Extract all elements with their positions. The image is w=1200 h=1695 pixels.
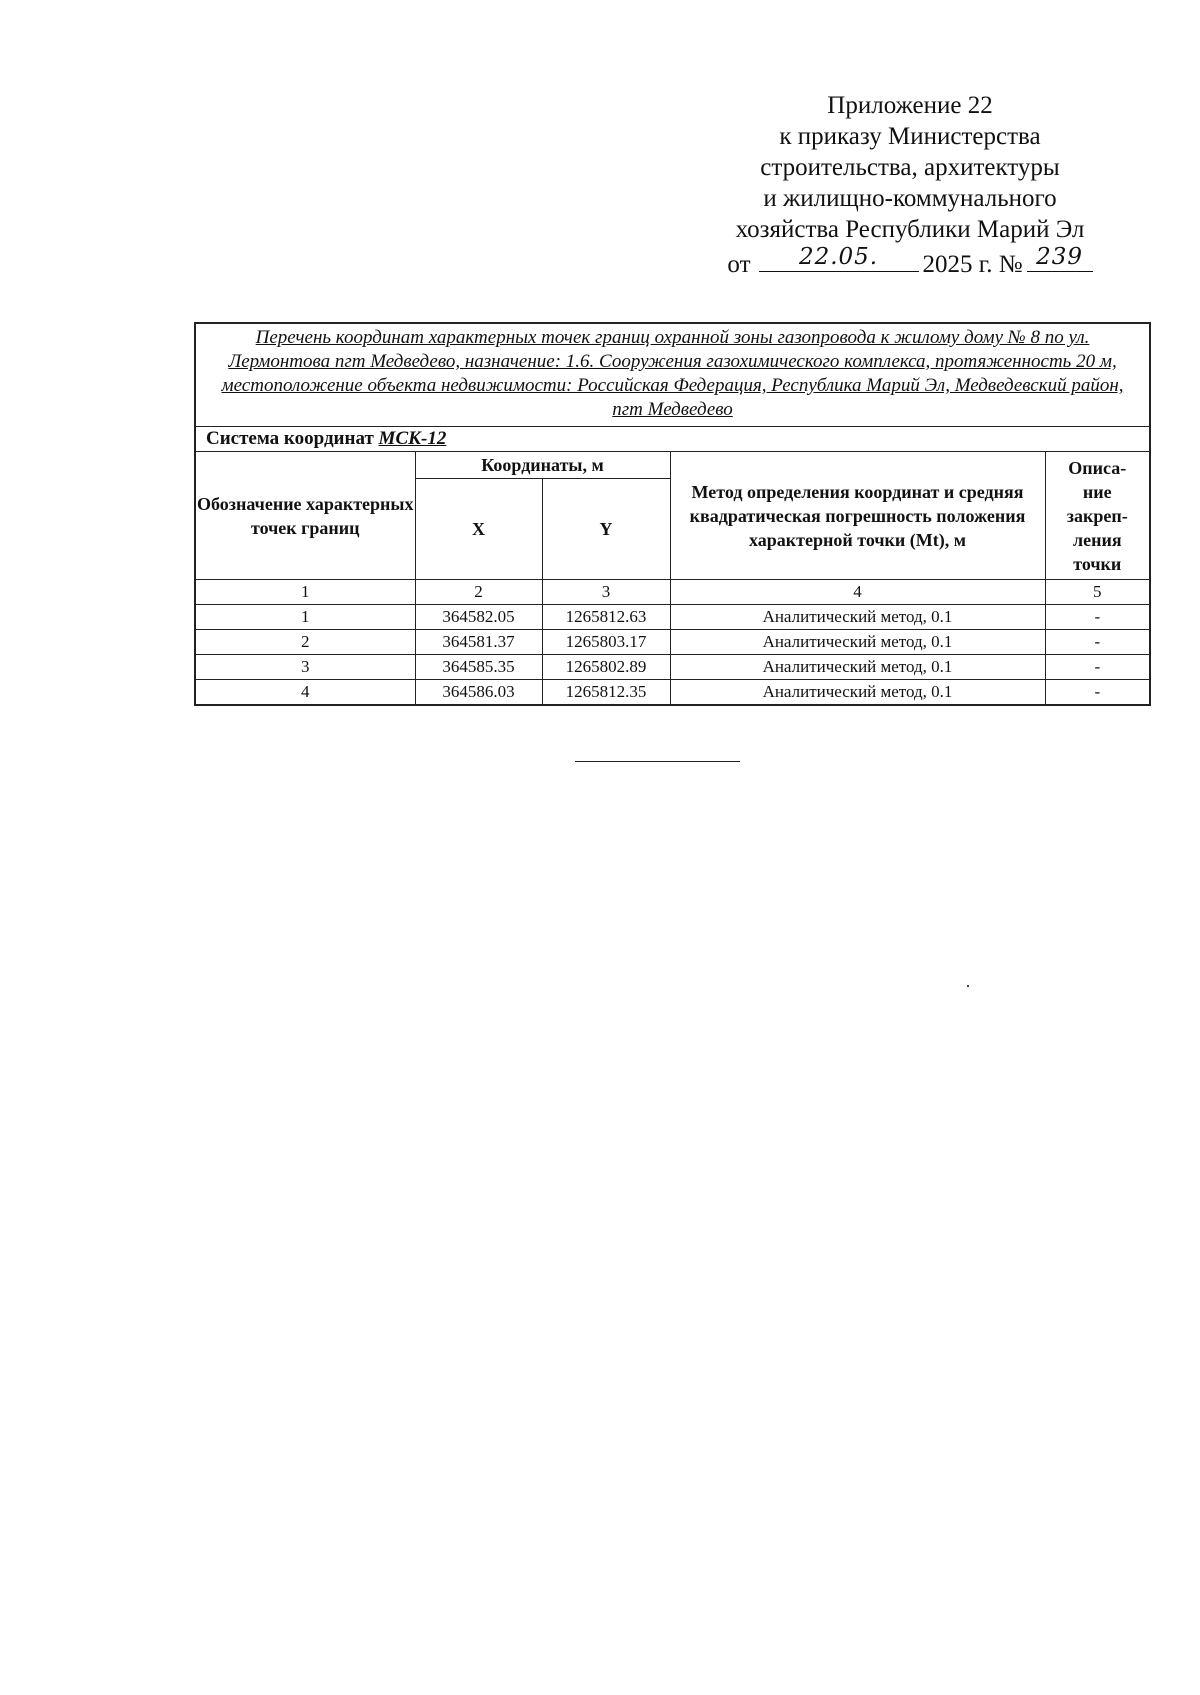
description-cell: - (1045, 655, 1150, 680)
handwritten-date: 22.05. (798, 244, 879, 270)
header-row-1 (195, 452, 1150, 479)
appendix-ministry-line-2: и жилищно-коммунального (763, 185, 1057, 212)
method-cell: Аналитический метод, 0.1 (670, 605, 1045, 630)
appendix-ministry-line: строительства, архитектуры (760, 154, 1060, 181)
x-cell: 364585.35 (415, 655, 542, 680)
header-x: X (415, 479, 542, 580)
table-caption-cell (195, 323, 1150, 427)
appendix-ministry-line-3: хозяйства Республики Марий Эл (735, 216, 1085, 243)
caption-row (195, 323, 1150, 427)
method-cell: Аналитический метод, 0.1 (670, 680, 1045, 706)
system-row (195, 427, 1150, 452)
table-caption: Перечень координат характерных точек границ охранной зоны газопровода к жилому дому № 8 по ул. Лермонтова пгт Медведево, назначение: 1.6. Сооружения газохимического комплекса, протяженность 20 м, местоположение объекта недвижимости: Российская Федерация, Республика Марий Эл, Медведевский район, пгт Медведево (221, 327, 1124, 420)
date-blank (759, 245, 919, 272)
x-cell: 364582.05 (415, 605, 542, 630)
header-point: Обозначение характерных точек границ (195, 452, 415, 580)
method-cell: Аналитический метод, 0.1 (670, 655, 1045, 680)
header-method: Метод определения координат и средняя квадратическая погрешность положения характерной точки (Mt), м (670, 452, 1045, 580)
y-cell: 1265812.63 (542, 605, 670, 630)
y-cell: 1265803.17 (542, 630, 670, 655)
handwritten-number: 239 (1036, 244, 1084, 270)
y-cell: 1265802.89 (542, 655, 670, 680)
appendix-date-line (690, 245, 1130, 280)
column-number: 4 (670, 580, 1045, 605)
header-y: Y (542, 479, 670, 580)
column-number: 1 (195, 580, 415, 605)
column-number: 2 (415, 580, 542, 605)
description-cell: - (1045, 680, 1150, 706)
column-number: 5 (1045, 580, 1150, 605)
year-label: 2025 г. № (922, 251, 1023, 278)
appendix-order-line: к приказу Министерства (779, 123, 1041, 150)
point-cell: 1 (195, 605, 415, 630)
x-cell: 364581.37 (415, 630, 542, 655)
number-blank (1027, 245, 1093, 272)
stray-dot (967, 985, 969, 987)
method-cell: Аналитический метод, 0.1 (670, 630, 1045, 655)
appendix-header (690, 90, 1130, 280)
coordinate-system (195, 427, 1150, 452)
appendix-title: Приложение 22 (827, 92, 993, 119)
point-cell: 2 (195, 630, 415, 655)
end-separator-line (575, 761, 740, 762)
column-number: 3 (542, 580, 670, 605)
column-numbers-row (195, 580, 1150, 605)
description-cell: - (1045, 605, 1150, 630)
system-label: Система координат (206, 428, 374, 449)
table-row (195, 680, 1150, 706)
header-coords: Координаты, м (415, 452, 670, 479)
x-cell: 364586.03 (415, 680, 542, 706)
table-row (195, 630, 1150, 655)
point-cell: 4 (195, 680, 415, 706)
date-prefix: от (727, 251, 751, 278)
y-cell: 1265812.35 (542, 680, 670, 706)
point-cell: 3 (195, 655, 415, 680)
system-value: МСК-12 (378, 428, 447, 449)
coordinates-table (194, 322, 1151, 706)
table-row (195, 605, 1150, 630)
header-description: Описа- ние закреп- ления точки (1045, 452, 1150, 580)
description-cell: - (1045, 630, 1150, 655)
table-row (195, 655, 1150, 680)
